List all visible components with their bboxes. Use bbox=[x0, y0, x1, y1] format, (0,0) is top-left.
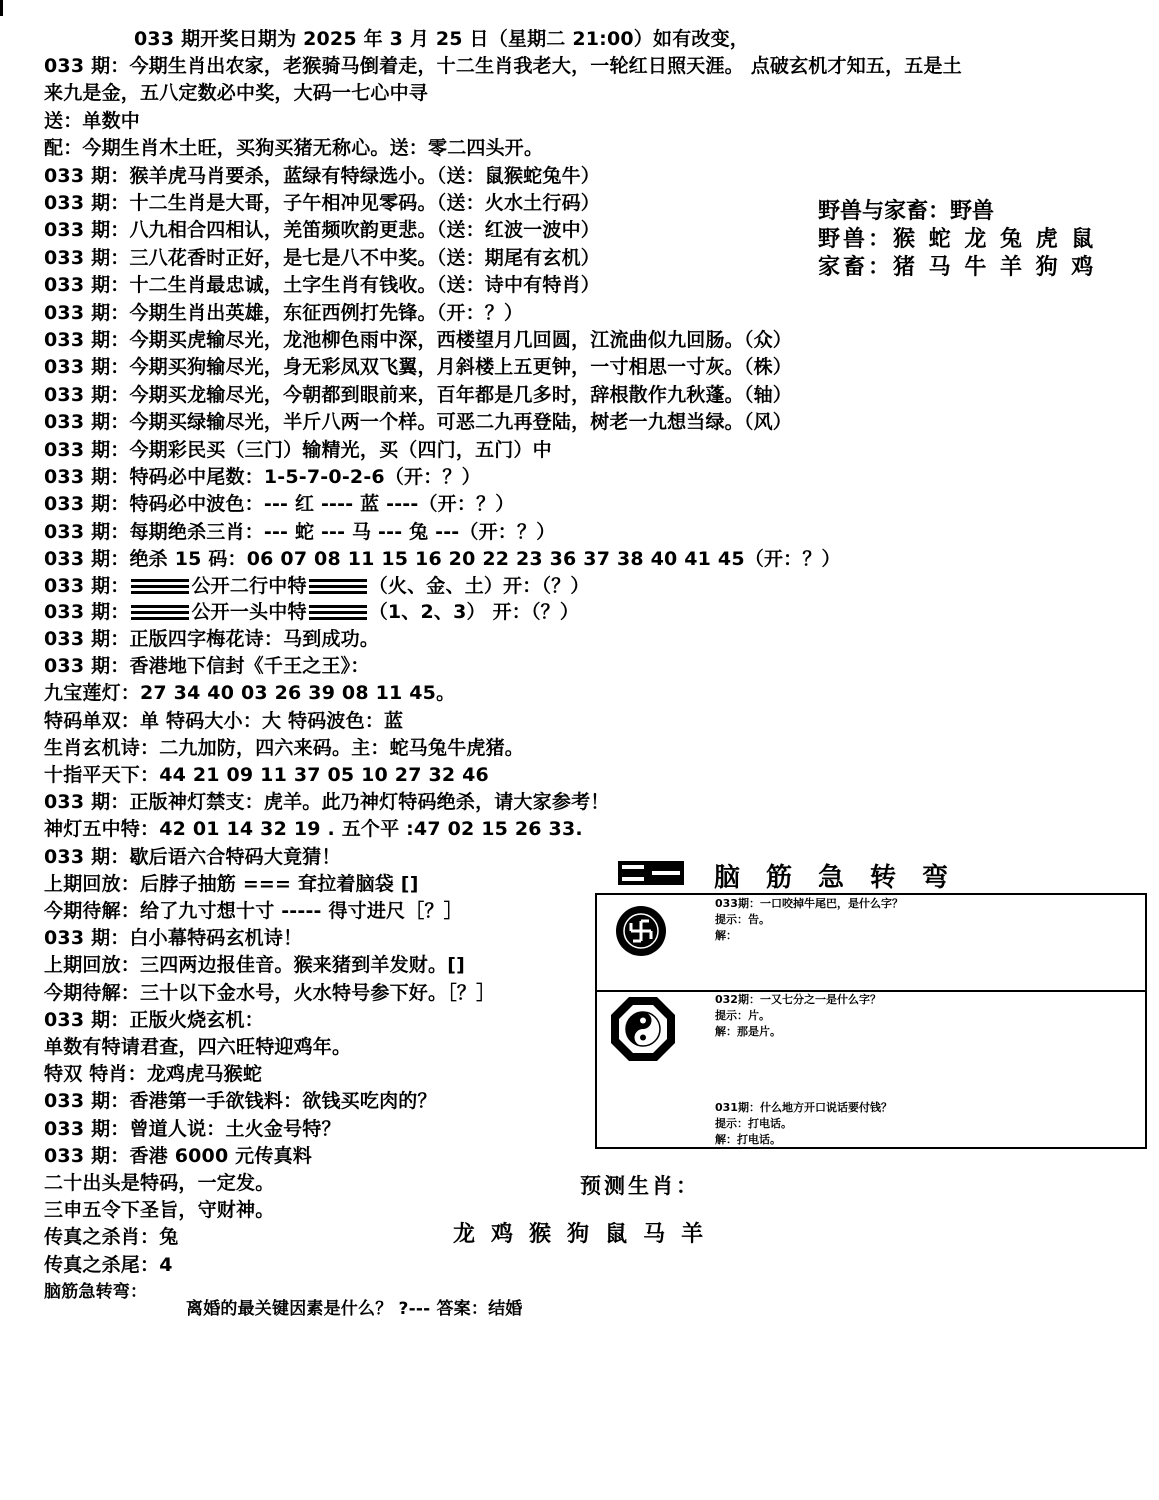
text-line: 033 期：十二生肖最忠诚，土字生肖有钱收。（送：诗中有特肖） bbox=[44, 274, 600, 297]
text-line: 033 期：正版四字梅花诗：马到成功。 bbox=[44, 628, 380, 650]
riddle-question-031: 031期：什么地方开口说话要付钱？ bbox=[715, 1101, 892, 1114]
text-line: 033 期：每期绝杀三肖：--- 蛇 --- 马 --- 兔 ---（开：？） bbox=[44, 520, 556, 543]
prediction-animal: 鸡 bbox=[491, 1222, 516, 1247]
text-line: 033 期：香港第一手欲钱料：欲钱买吃肉的？ bbox=[44, 1090, 437, 1113]
riddle-question-033: 033期：一口咬掉牛尾巴，是什么字？ bbox=[715, 897, 903, 910]
text-line: 033 期：正版神灯禁支：虎羊。此乃神灯特码绝杀，请大家参考！ bbox=[44, 791, 610, 814]
text-line: 传真之杀肖：兔 bbox=[44, 1226, 179, 1249]
zodiac-line-3: 家畜：猪 马 牛 羊 狗 鸡 bbox=[818, 255, 1097, 280]
bagua-yinyang-icon bbox=[609, 995, 677, 1063]
riddle-answer-033: 解： bbox=[715, 929, 737, 942]
text-line: 生肖玄机诗：二九加防，四六来码。主：蛇马兔牛虎猪。 bbox=[44, 736, 525, 759]
riddle-answer-032: 解：那是片。 bbox=[715, 1025, 781, 1038]
riddle-hint-032: 提示：片。 bbox=[715, 1009, 770, 1022]
text-line: 九宝莲灯：27 34 40 03 26 39 08 11 45。 bbox=[44, 682, 456, 705]
text-line: 033 期：正版火烧玄机： bbox=[44, 1008, 264, 1031]
brain-teaser-title: 脑筋急转弯 bbox=[714, 863, 975, 893]
prediction-animal: 羊 bbox=[681, 1222, 706, 1247]
prediction-title: 预测生肖： bbox=[580, 1174, 700, 1198]
text-line: 十指平天下：44 21 09 11 37 05 10 27 32 46 bbox=[44, 764, 489, 786]
riddle-hint-033: 提示：告。 bbox=[715, 913, 770, 926]
prediction-animal: 猴 bbox=[529, 1222, 554, 1247]
prediction-animal: 鼠 bbox=[605, 1222, 630, 1247]
text-line: 033 期：特码必中尾数：1-5-7-0-2-6（开：？） bbox=[44, 466, 481, 488]
brain-teaser-logo-icon bbox=[618, 861, 684, 885]
text-line: 033 期：香港地下信封《千王之王》： bbox=[44, 655, 370, 678]
text-line: 033 期：今期买龙输尽光，今朝都到眼前来，百年都是几多时，辞根散作九秋蓬。（轴） bbox=[44, 383, 792, 406]
trigram-icon bbox=[309, 579, 367, 595]
text-line: 033 期：今期买狗输尽光，身无彩凤双飞翼，月斜楼上五更钟，一寸相思一寸灰。（株） bbox=[44, 356, 792, 379]
text-line: 单数有特请君查，四六旺特迎鸡年。 bbox=[44, 1036, 352, 1058]
text-line: 三申五令下圣旨，守财神。 bbox=[44, 1199, 275, 1222]
text-line: 033 期：香港 6000 元传真料 bbox=[44, 1144, 312, 1167]
corner-marker bbox=[0, 0, 3, 16]
text-line: 二十出头是特码，一定发。 bbox=[44, 1172, 275, 1194]
zodiac-line-2: 野兽：猴 蛇 龙 兔 虎 鼠 bbox=[818, 227, 1097, 252]
text-line: 上期回放：后脖子抽筋 === 耷拉着脑袋 [] bbox=[44, 872, 419, 895]
final-riddle: 离婚的最关键因素是什么？ ?--- 答案：结婚 bbox=[186, 1299, 523, 1319]
hex-line-2: 033 期： 公开一头中特 （1、2、3） 开：（？） bbox=[44, 601, 580, 623]
brain-teaser-box bbox=[595, 893, 1147, 1149]
text-line: 033 期：今期买绿输尽光，半斤八两一个样。可恶二九再登陆，树老一九想当绿。（风） bbox=[44, 411, 792, 434]
trigram-icon bbox=[131, 605, 189, 621]
zodiac-line-1: 野兽与家畜：野兽 bbox=[818, 199, 995, 224]
text-line: 上期回放：三四两边报佳音。猴来猪到羊发财。[] bbox=[44, 954, 465, 977]
text-line: 033 期：今期彩民买（三门）输精光，买（四门，五门）中 bbox=[44, 438, 552, 461]
riddle-question-032: 032期：一又七分之一是什么字？ bbox=[715, 993, 881, 1006]
text-line: 033 期：今期生肖出英雄，东征西例打先锋。（开：？） bbox=[44, 301, 524, 324]
text-line: 033 期：八九相合四相认，羌笛频吹韵更悲。（送：红波一波中） bbox=[44, 219, 600, 242]
prediction-animal: 龙 bbox=[453, 1222, 478, 1247]
text-line: 033 期：白小幕特码玄机诗！ bbox=[44, 927, 303, 950]
hex-line-1: 033 期： 公开二行中特 （火、金、土）开：（？） bbox=[44, 575, 590, 597]
prediction-animal: 马 bbox=[643, 1222, 668, 1247]
prediction-animals bbox=[453, 1217, 719, 1248]
draw-date-header: 033 期开奖日期为 2025 年 3 月 25 日（星期二 21:00）如有改变， bbox=[134, 28, 750, 50]
text-line: 033 期：曾道人说：土火金号特？ bbox=[44, 1117, 341, 1140]
text-line: 033 期：特码必中波色：--- 红 ---- 蓝 ----（开：？） bbox=[44, 493, 515, 516]
text-line: 033 期：十二生肖是大哥，子午相冲见零码。（送：火水土行码） bbox=[44, 192, 600, 214]
text-line: 配：今期生肖木土旺，买狗买猪无称心。送：零二四头开。 bbox=[44, 137, 544, 160]
swastika-emblem-icon bbox=[615, 905, 667, 957]
box-divider bbox=[597, 990, 1145, 992]
zodiac-category-box bbox=[818, 198, 1096, 282]
text-line: 033 期：猴羊虎马肖要杀，蓝绿有特绿选小。（送：鼠猴蛇兔牛） bbox=[44, 164, 600, 187]
text-line: 033 期：三八花香时正好，是七是八不中奖。（送：期尾有玄机） bbox=[44, 246, 600, 269]
text-line: 今期待解：给了九寸想十寸 ----- 得寸进尺［？］ bbox=[44, 900, 463, 922]
text-line: 脑筋急转弯： bbox=[44, 1281, 148, 1302]
text-line: 来九是金，五八定数必中奖，大码一七心中寻 bbox=[44, 82, 429, 105]
text-line: 送：单数中 bbox=[44, 109, 141, 132]
riddle-hint-031: 提示：打电话。 bbox=[715, 1117, 792, 1130]
trigram-icon bbox=[309, 605, 367, 621]
text-line: 传真之杀尾：4 bbox=[44, 1253, 173, 1276]
text-line: 033 期：今期买虎输尽光，龙池柳色雨中深，西楼望月几回圆，江流曲似九回肠。（众） bbox=[44, 329, 792, 351]
text-line: 033 期：今期生肖出农家，老猴骑马倒着走，十二生肖我老大，一轮红日照天涯。 点破玄机才知五，五是土 bbox=[44, 55, 962, 77]
text-line: 特码单双：单 特码大小：大 特码波色：蓝 bbox=[44, 709, 404, 732]
text-line: 神灯五中特：42 01 14 32 19 . 五个平 :47 02 15 26 33. bbox=[44, 818, 583, 841]
prediction-animal: 狗 bbox=[567, 1222, 592, 1247]
text-line: 033 期：绝杀 15 码：06 07 08 11 15 16 20 22 23 36 37 38 40 41 45（开：？） bbox=[44, 548, 841, 571]
text-line: 今期待解：三十以下金水号，火水特号参下好。［？］ bbox=[44, 981, 496, 1004]
text-line: 特双 特肖：龙鸡虎马猴蛇 bbox=[44, 1063, 263, 1086]
riddle-answer-031: 解：打电话。 bbox=[715, 1133, 781, 1146]
trigram-icon bbox=[131, 579, 189, 595]
brain-teaser-header bbox=[618, 857, 1088, 893]
text-line: 033 期：歇后语六合特码大竟猜！ bbox=[44, 845, 341, 868]
